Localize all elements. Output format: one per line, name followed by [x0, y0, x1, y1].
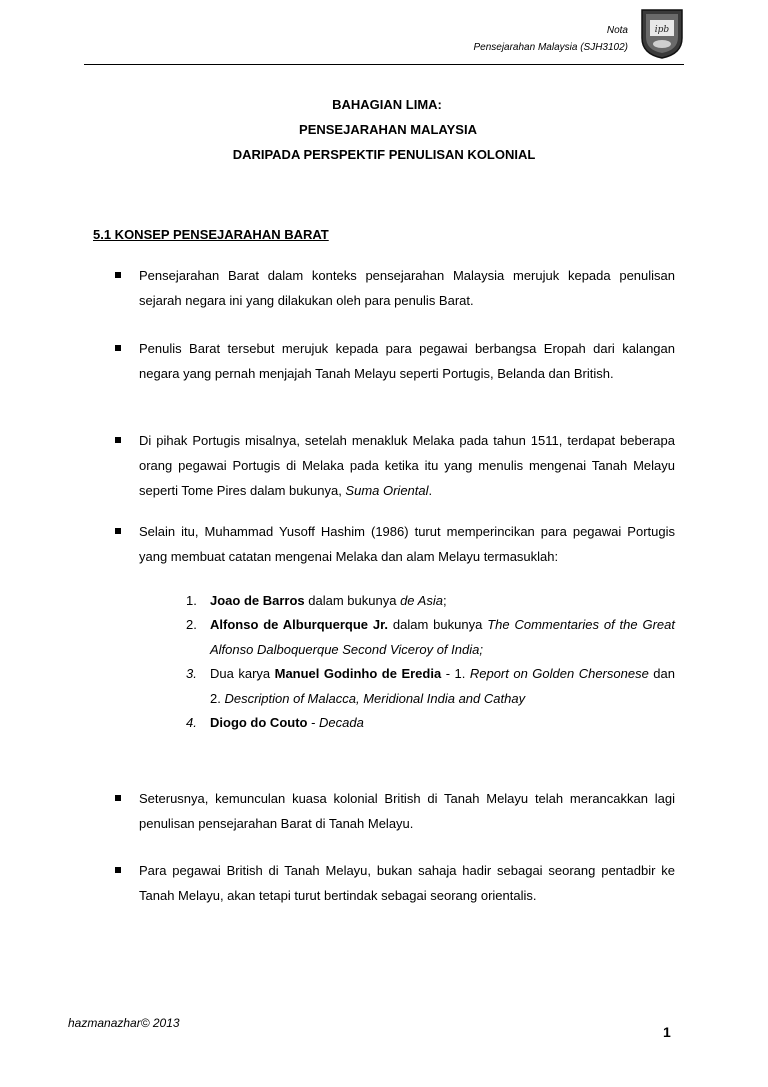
header-course: Pensejarahan Malaysia (SJH3102): [473, 42, 628, 53]
list-item-1: [186, 588, 675, 613]
section-heading: 5.1 KONSEP PENSEJARAHAN BARAT: [93, 227, 329, 242]
list-connector: - 1.: [441, 666, 470, 681]
title-line-3: DARIPADA PERSPEKTIF PENULISAN KOLONIAL: [232, 147, 536, 162]
bullet-5: [139, 786, 675, 836]
footer-author: hazmanazhar© 2013: [68, 1016, 180, 1030]
bullet-6-text: Para pegawai British di Tanah Melayu, bukan sahaja hadir sebagai seorang pentadbir ke Tanah Melayu, akan tetapi turut bertindak sebagai seorang orientalis.: [139, 863, 675, 903]
header-divider: [84, 64, 684, 65]
author-name: Diogo do Couto: [210, 715, 308, 730]
header-nota: Nota: [606, 25, 628, 36]
book-title-suma-oriental: Suma Oriental: [345, 483, 429, 498]
bullet-marker: [115, 795, 121, 801]
author-name: Joao de Barros: [210, 593, 305, 608]
title-line-2: PENSEJARAHAN MALAYSIA: [299, 122, 477, 137]
list-number: 4.: [186, 715, 197, 730]
logo-text: ipb: [654, 25, 670, 35]
author-name: Alfonso de Alburquerque Jr.: [210, 617, 389, 632]
bullet-marker: [115, 528, 121, 534]
bullet-4: [139, 519, 675, 569]
bullet-1-text: Pensejarahan Barat dalam konteks pensejarahan Malaysia merujuk kepada penulisan sejarah negara ini yang dilakukan oleh para penulis Barat.: [139, 268, 675, 308]
list-item-4: [186, 710, 675, 735]
list-connector: dan 2.: [210, 666, 675, 706]
bullet-1: [139, 263, 675, 313]
list-item-3: [186, 661, 675, 711]
bullet-6: [139, 858, 675, 908]
book-title: Report on Golden Chersonese: [469, 666, 649, 681]
bullet-2: [139, 336, 675, 386]
book-title: Description of Malacca, Meridional India and Cathay: [224, 691, 526, 706]
author-name: Manuel Godinho de Eredia: [274, 666, 442, 681]
bullet-3: [139, 428, 675, 503]
bullet-marker: [115, 437, 121, 443]
bullet-3-text: Di pihak Portugis misalnya, setelah menakluk Melaka pada tahun 1511, terdapat beberapa orang pegawai Portugis di Melaka pada ketika itu yang menulis mengenai Tanah Melayu seperti Tome Pires dalam bukunya,: [139, 433, 675, 498]
book-title: de Asia: [400, 593, 443, 608]
list-connector: dalam bukunya: [388, 617, 488, 632]
bullet-marker: [115, 345, 121, 351]
list-number: 1.: [186, 593, 197, 608]
list-prefix: Dua karya: [210, 666, 275, 681]
bullet-marker: [115, 867, 121, 873]
list-connector: -: [307, 715, 320, 730]
list-item-2: [186, 612, 675, 662]
book-title: The Commentaries of the Great Alfonso Dalboquerque Second Viceroy of India;: [210, 617, 675, 657]
bullet-marker: [115, 272, 121, 278]
bullet-5-text: Seterusnya, kemunculan kuasa kolonial British di Tanah Melayu telah merancakkan lagi penulisan pensejarahan Barat di Tanah Melayu.: [139, 791, 675, 831]
institution-logo: [638, 8, 686, 60]
list-end: ;: [442, 593, 447, 608]
list-number: 2.: [186, 617, 197, 632]
bullet-4-text: Selain itu, Muhammad Yusoff Hashim (1986) turut memperincikan para pegawai Portugis yang membuat catatan mengenai Melaka dan alam Melayu termasuklah:: [139, 524, 675, 564]
title-line-1: BAHAGIAN LIMA:: [332, 97, 442, 112]
bullet-2-text: Penulis Barat tersebut merujuk kepada para pegawai berbangsa Eropah dari kalangan negara yang pernah menjajah Tanah Melayu seperti Portugis, Belanda dan British.: [139, 341, 675, 381]
list-number: 3.: [186, 666, 197, 681]
page-number: 1: [663, 1024, 671, 1040]
bullet-3-end: .: [428, 483, 433, 498]
title-block: [0, 92, 768, 167]
list-connector: dalam bukunya: [304, 593, 401, 608]
book-title: Decada: [319, 715, 364, 730]
